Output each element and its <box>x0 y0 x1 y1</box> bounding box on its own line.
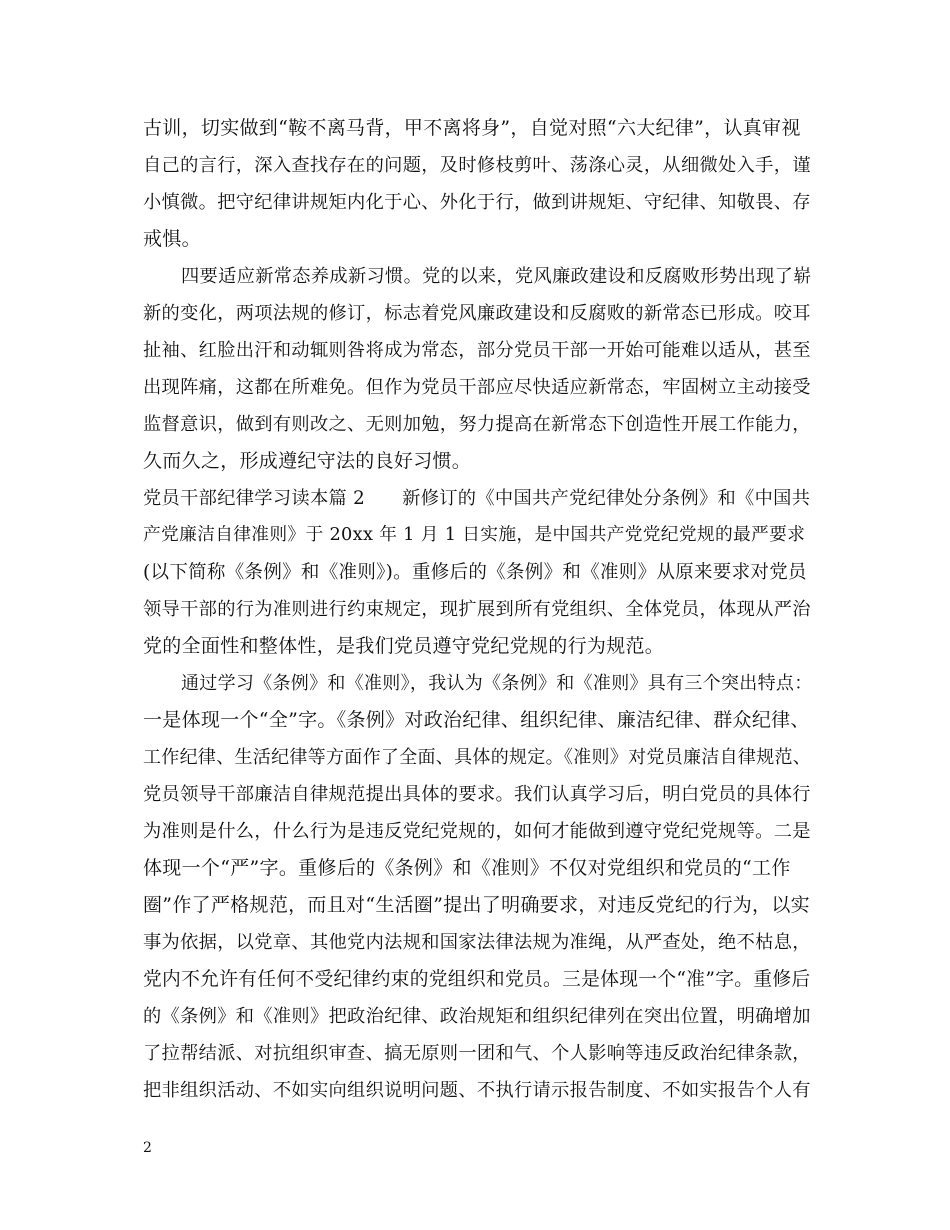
text-line: 事为依据，以党章、其他党内法规和国家法律法规为准绳，从严查处，绝不枯息， <box>143 932 811 953</box>
text-line: 把非组织活动、不如实向组织说明问题、不执行请示报告制度、不如实报告个人有 <box>143 1080 811 1101</box>
text-line: 工作纪律、生活纪律等方面作了全面、具体的规定。《准则》对党员廉洁自律规范、 <box>143 747 812 768</box>
text-line: 戒惧。 <box>143 228 201 250</box>
text-line: 党员干部纪律学习读本篇 2 新修订的《中国共产党纪律处分条例》和《中国共 <box>143 488 811 509</box>
text-line: 为准则是什么，什么行为是违反党纪党规的，如何才能做到遵守党纪党规等。二是 <box>143 821 811 842</box>
text-line: 久而久之，形成遵纪守法的良好习惯。 <box>143 450 472 472</box>
text-line: 通过学习《条例》和《准则》，我认为《条例》和《准则》具有三个突出特点： <box>181 673 813 694</box>
text-line: 圈”作了严格规范，而且对“生活圈”提出了明确要求，对违反党纪的行为，以实 <box>143 894 810 916</box>
text-line: 党内不允许有任何不受纪律约束的党组织和党员。三是体现一个“准”字。重修后 <box>143 969 811 990</box>
text-line: 出现阵痛，这都在所难免。但作为党员干部应尽快适应新常态，牢固树立主动接受 <box>143 377 811 398</box>
text-line: 体现一个“严”字。重修后的《条例》和《准则》不仅对党组织和党员的“工作 <box>143 857 791 879</box>
text-line: 的《条例》和《准则》把政治纪律、政治规矩和组织纪律列在突出位置，明确增加 <box>143 1006 811 1027</box>
text-line: (以下简称《条例》和《准则》)。重修后的《条例》和《准则》从原来要求对党员 <box>143 562 807 583</box>
text-line: 古训，切实做到“鞍不离马背，甲不离将身”，自觉对照“六大纪律”，认真审视 <box>143 117 801 139</box>
text-line: 自己的言行，深入查找存在的问题，及时修枝剪叶、荡涤心灵，从细微处入手，谨 <box>143 155 811 176</box>
text-line: 新的变化，两项法规的修订，标志着党风廉政建设和反腐败的新常态已形成。咬耳 <box>143 303 811 324</box>
text-line: 领导干部的行为准则进行约束规定，现扩展到所有党组织、全体党员，体现从严治 <box>143 599 811 620</box>
text-line: 小慎微。把守纪律讲规矩内化于心、外化于行，做到讲规矩、守纪律、知敬畏、存 <box>143 192 811 213</box>
page-number: 2 <box>143 1140 152 1156</box>
text-line: 了拉帮结派、对抗组织审查、搞无原则一团和气、个人影响等违反政治纪律条款， <box>143 1043 811 1064</box>
text-line: 党的全面性和整体性，是我们党员遵守党纪党规的行为规范。 <box>143 635 665 657</box>
text-line: 产党廉洁自律准则》于 20xx 年 1 月 1 日实施，是中国共产党党纪党规的最严要求 <box>143 525 806 545</box>
text-line: 党员领导干部廉洁自律规范提出具体的要求。我们认真学习后，明白党员的具体行 <box>143 784 811 805</box>
text-line: 监督意识，做到有则改之、无则加勉，努力提高在新常态下创造性开展工作能力， <box>143 414 811 435</box>
text-line: 四要适应新常态养成新习惯。党的以来，党风廉政建设和反腐败形势出现了崭 <box>181 266 812 287</box>
text-line: 一是体现一个“全”字。《条例》对政治纪律、组织纪律、廉洁纪律、群众纪律、 <box>143 709 810 731</box>
text-line: 扯袖、红脸出汗和动辄则咎将成为常态，部分党员干部一开始可能难以适从，甚至 <box>143 340 811 361</box>
document-body <box>143 110 813 1109</box>
